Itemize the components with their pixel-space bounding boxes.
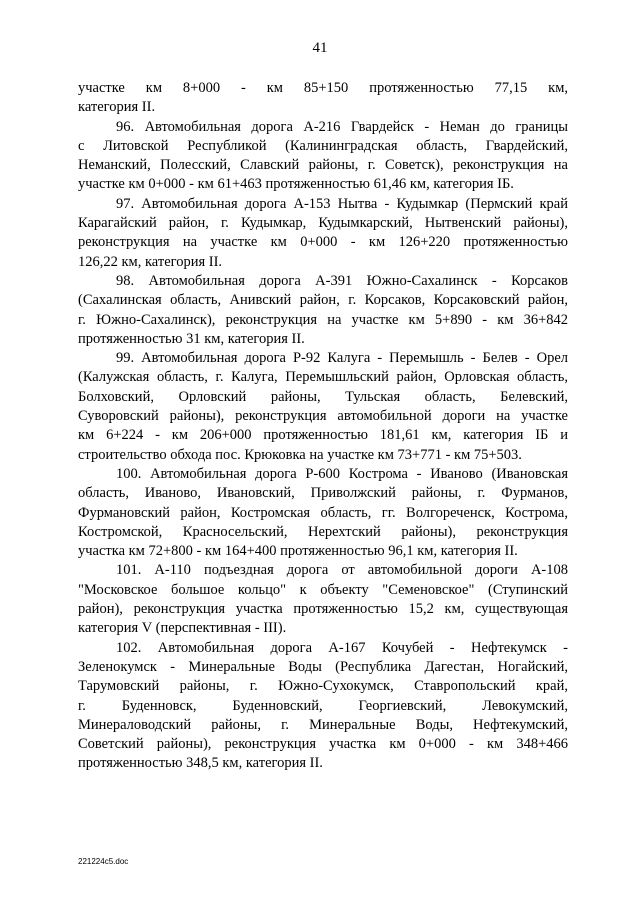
text-line: (Калужская область, г. Калуга, Перемышльский район, Орловская область,: [78, 369, 568, 386]
text-line: 99. Автомобильная дорога Р-92 Калуга - Перемышль - Белев - Орел: [116, 350, 568, 367]
page-number: 41: [312, 40, 328, 56]
text-line: категория V (перспективная - III).: [78, 620, 287, 637]
text-line: строительство обхода пос. Крюковка на участке км 73+771 - км 75+503.: [78, 446, 522, 463]
text-line: Болховский, Орловский районы, Тульская область, Белевский,: [78, 388, 568, 405]
text-line: 101. А-110 подъездная дорога от автомобильной дороги А-108: [116, 562, 568, 579]
text-line: 126,22 км, категория II.: [78, 253, 223, 270]
text-line: Костромской, Красносельский, Нерехтский районы), реконструкция: [78, 523, 568, 540]
text-line: Неманский, Полесский, Славский районы, г. Советск), реконструкция на: [78, 157, 568, 174]
text-line: Фурмановский район, Костромская область, гг. Волгореченск, Кострома,: [78, 504, 568, 521]
text-line: Советский районы), реконструкция участка км 0+000 - км 348+466: [78, 736, 568, 753]
text-line: 100. Автомобильная дорога Р-600 Кострома - Иваново (Ивановская: [116, 465, 568, 482]
text-line: с Литовской Республикой (Калининградская область, Гвардейский,: [78, 137, 568, 154]
text-line: район), реконструкция участка протяженностью 15,2 км, существующая: [78, 601, 568, 618]
text-line: реконструкция на участке км 0+000 - км 126+220 протяженностью: [78, 234, 568, 251]
text-line: г. Южно-Сахалинск), реконструкция на участке км 5+890 - км 36+842: [78, 311, 568, 328]
text-line: участке км 0+000 - км 61+463 протяженностью 61,46 км, категория IБ.: [78, 176, 514, 193]
footer-doc-id: 221224c5.doc: [78, 857, 129, 866]
paragraph: [78, 272, 568, 349]
text-line: Минераловодский районы, г. Минеральные Воды, Нефтекумский,: [78, 716, 568, 733]
text-line: область, Иваново, Ивановский, Приволжский районы, г. Фурманов,: [78, 485, 568, 502]
text-line: 98. Автомобильная дорога А-391 Южно-Сахалинск - Корсаков: [116, 272, 568, 289]
paragraph: [78, 79, 568, 118]
text-line: категория II.: [78, 99, 156, 116]
text-line: участка км 72+800 - км 164+400 протяженностью 96,1 км, категория II.: [78, 543, 518, 560]
text-line: 97. Автомобильная дорога А-153 Нытва - Кудымкар (Пермский край: [116, 195, 568, 212]
text-line: 102. Автомобильная дорога А-167 Кочубей - Нефтекумск -: [116, 639, 568, 656]
paragraph: [78, 349, 568, 465]
paragraph: [78, 639, 568, 774]
paragraph: [78, 465, 568, 561]
text-line: участке км 8+000 - км 85+150 протяженностью 77,15 км,: [78, 80, 568, 96]
text-line: г. Буденновск, Буденновский, Георгиевский, Левокумский,: [78, 697, 568, 714]
text-line: Тарумовский районы, г. Южно-Сухокумск, Ставропольский край,: [78, 678, 568, 695]
document-body: [78, 79, 568, 774]
text-line: протяженностью 348,5 км, категория II.: [78, 755, 323, 772]
text-line: "Московское большое кольцо" к объекту "Семеновское" (Ступинский: [78, 581, 568, 598]
text-line: Зеленокумск - Минеральные Воды (Республика Дагестан, Ногайский,: [78, 658, 568, 675]
text-line: км 6+224 - км 206+000 протяженностью 181,61 км, категория IБ и: [78, 427, 568, 444]
text-line: Карагайский район, г. Кудымкар, Кудымкарский, Нытвенский районы),: [78, 215, 568, 232]
text-line: (Сахалинская область, Анивский район, г. Корсаков, Корсаковский район,: [78, 292, 568, 309]
paragraph: [78, 195, 568, 272]
paragraph: [78, 118, 568, 195]
text-line: 96. Автомобильная дорога А-216 Гвардейск - Неман до границы: [116, 118, 568, 135]
paragraph: [78, 561, 568, 638]
text-line: Суворовский районы), реконструкция автомобильной дороги на участке: [78, 408, 568, 425]
text-line: протяженностью 31 км, категория II.: [78, 330, 305, 347]
